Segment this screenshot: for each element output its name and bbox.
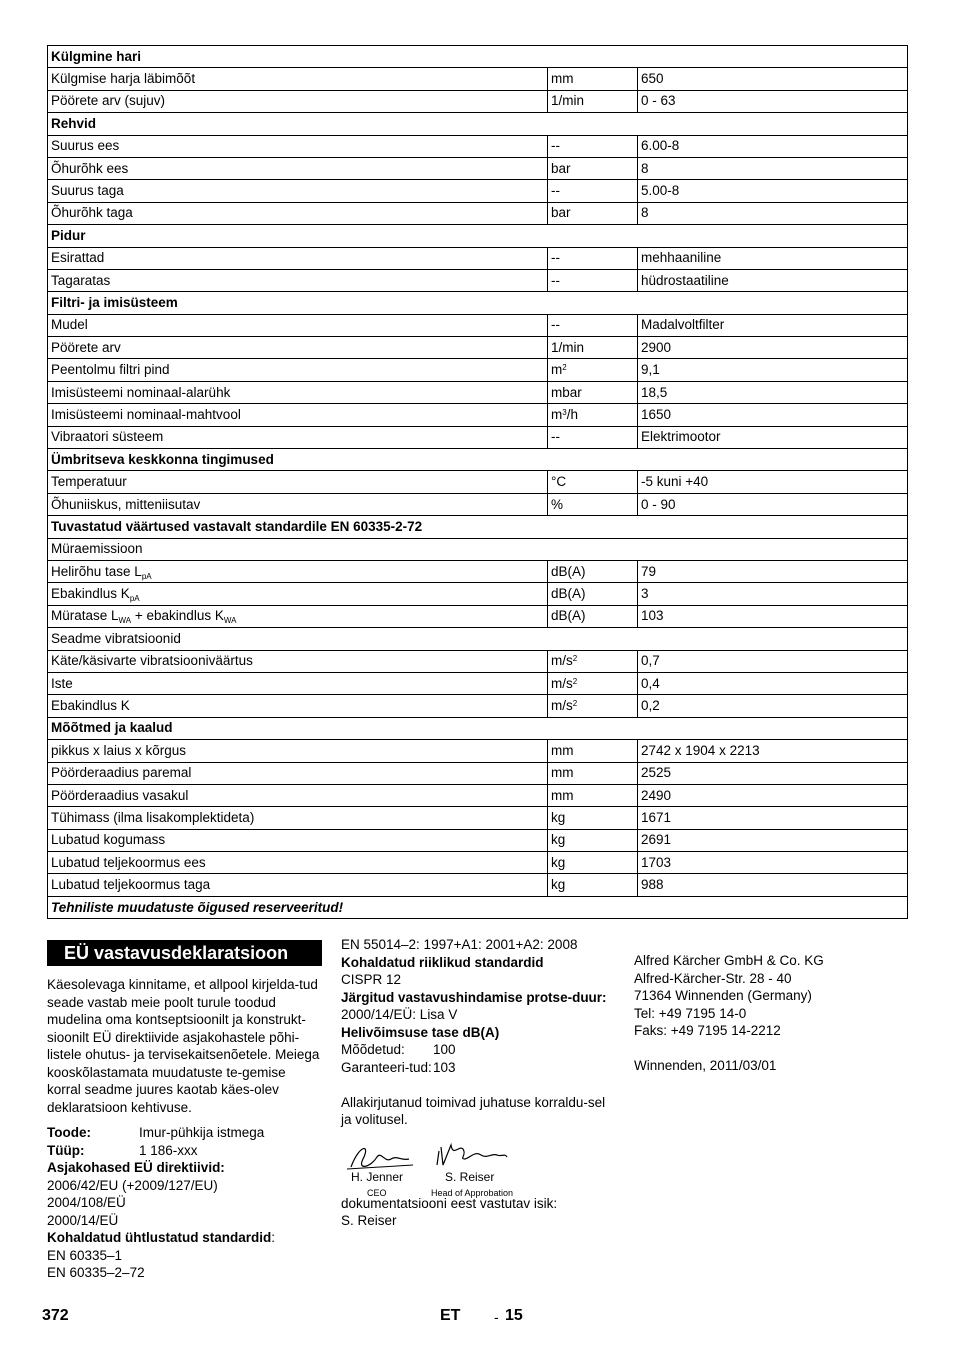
value-cell: Madalvoltfilter (638, 314, 908, 336)
measured-label: Mõõdetud: (341, 1042, 405, 1057)
parameter-label: Õhuniiskus, mitteniisutav (48, 493, 548, 515)
section-heading: Külgmine hari (48, 46, 908, 68)
data-row (48, 426, 908, 448)
unit-cell: 1/min (548, 337, 638, 359)
data-row (48, 471, 908, 493)
unit-cell: -- (548, 269, 638, 291)
section-row (48, 225, 908, 247)
section-row (48, 113, 908, 135)
harmonised-standards-heading (47, 1229, 322, 1247)
doc-responsible-label: dokumentatsiooni eest vastutav isik: (341, 1195, 558, 1211)
unit-cell: bar (548, 202, 638, 224)
unit-cell: 1/min (548, 90, 638, 112)
directive-item: 2006/42/EU (+2009/127/EU) (47, 1177, 218, 1193)
doc-responsible-name: S. Reiser (341, 1213, 397, 1228)
unit-cell: kg (548, 829, 638, 851)
signer2-title: Head of Approbation (431, 1187, 514, 1198)
parameter-label: Müratase $L_{WA}$ + ebakindlus $K_{WA}$ (48, 605, 548, 627)
data-row (48, 135, 908, 157)
value-cell: 988 (638, 874, 908, 896)
parameter-label: Esirattad (48, 247, 548, 269)
data-row (48, 538, 908, 560)
declaration-column-1 (47, 940, 322, 1282)
section-heading: Filtri- ja imisüsteem (48, 292, 908, 314)
parameter-label: Õhurõhk ees (48, 157, 548, 179)
parameter-label: Käte/käsivarte vibratsiooniväärtus (48, 650, 548, 672)
unit-cell: -- (548, 247, 638, 269)
value-cell: 2525 (638, 762, 908, 784)
procedure-value: 2000/14/EÜ: Lisa V (341, 1007, 458, 1022)
value-cell: 2742 x 1904 x 2213 (638, 740, 908, 762)
signatures (341, 1137, 611, 1217)
harmonised-standards-label: Kohaldatud ühtlustatud standardid (47, 1230, 272, 1245)
parameter-label: Temperatuur (48, 471, 548, 493)
value-cell: 0,2 (638, 695, 908, 717)
declaration-intro: Käesolevaga kinnitame, et allpool kirjelda-tud seade vastab meie poolt turule toodud mudelina oma kontseptsioonilt ja konstrukt-sioonilt EÜ direktiivide asjakohastele põhi-listele ohutus- ja tervisekaitsenõetele. Meiega kooskõlastamata muudatuste te-gemise korral seadme juures kaotab käes-olev deklaratsioon kehtivuse. (47, 977, 320, 1115)
value-cell: 650 (638, 68, 908, 90)
standard-item: EN 55014–2: 1997+A1: 2001+A2: 2008 (341, 937, 578, 952)
data-row (48, 337, 908, 359)
unit-cell: -- (548, 135, 638, 157)
value-cell: hüdrostaatiline (638, 269, 908, 291)
parameter-label: Tühimass (ilma lisakomplektideta) (48, 807, 548, 829)
national-standards-label: Kohaldatud riiklikud standardid (341, 954, 544, 970)
data-row (48, 68, 908, 90)
data-row (48, 740, 908, 762)
data-row (48, 404, 908, 426)
data-row (48, 90, 908, 112)
guaranteed-row (341, 1059, 611, 1077)
data-row (48, 874, 908, 896)
guaranteed-label: Garanteeri-tud: (341, 1059, 432, 1075)
parameter-label: Suurus ees (48, 135, 548, 157)
unit-cell: mbar (548, 381, 638, 403)
unit-cell: kg (548, 874, 638, 896)
value-cell: 2900 (638, 337, 908, 359)
declaration-title: EÜ vastavusdeklaratsioon (47, 940, 322, 966)
value-cell: 103 (638, 605, 908, 627)
declaration-column-2 (341, 936, 611, 1230)
parameter-label: Peentolmu filtri pind (48, 359, 548, 381)
measured-value: 100 (433, 1042, 456, 1057)
company-line: Alfred-Kärcher-Str. 28 - 40 (634, 970, 792, 986)
data-row (48, 762, 908, 784)
sound-power-label: Helivõimsuse tase dB(A) (341, 1024, 500, 1040)
standard-item: EN 60335–2–72 (47, 1265, 145, 1280)
footer-row (48, 896, 908, 918)
parameter-label: Õhurõhk taga (48, 202, 548, 224)
company-line: 71364 Winnenden (Germany) (634, 988, 812, 1003)
value-cell: 1671 (638, 807, 908, 829)
parameter-label: Pöörderaadius vasakul (48, 784, 548, 806)
data-row (48, 672, 908, 694)
parameter-label: Suurus taga (48, 180, 548, 202)
data-row (48, 650, 908, 672)
parameter-label: Külgmise harja läbimõõt (48, 68, 548, 90)
value-cell: -5 kuni +40 (638, 471, 908, 493)
procedure-label: Järgitud vastavushindamise protse-duur: (341, 989, 607, 1005)
unit-cell: % (548, 493, 638, 515)
unit-cell: dB(A) (548, 583, 638, 605)
company-line: Alfred Kärcher GmbH & Co. KG (634, 953, 824, 968)
page-dash: - (494, 1309, 499, 1325)
data-row (48, 829, 908, 851)
section-heading: Mõõtmed ja kaalud (48, 717, 908, 739)
unit-cell: -- (548, 180, 638, 202)
value-cell: 0,4 (638, 672, 908, 694)
signer2-name: S. Reiser (445, 1169, 495, 1184)
parameter-label: Imisüsteemi nominaal-mahtvool (48, 404, 548, 426)
parameter-label: Imisüsteemi nominaal-alarühk (48, 381, 548, 403)
data-row (48, 784, 908, 806)
standard-item: EN 60335–1 (47, 1247, 123, 1263)
measured-row (341, 1041, 611, 1059)
data-row (48, 381, 908, 403)
unit-cell: $m/s^2$ (548, 672, 638, 694)
unit-cell: $m/s^2$ (548, 650, 638, 672)
language-code: ET (440, 1307, 461, 1324)
parameter-label: Vibraatori süsteem (48, 426, 548, 448)
parameter-label: Ebakindlus K (48, 695, 548, 717)
type-label: Tüüp: (47, 1142, 85, 1158)
unit-cell: mm (548, 762, 638, 784)
value-cell: 1703 (638, 852, 908, 874)
company-line: Faks: +49 7195 14-2212 (634, 1023, 781, 1038)
parameter-label: Iste (48, 672, 548, 694)
data-row (48, 247, 908, 269)
value-cell: 5.00-8 (638, 180, 908, 202)
directives-label: Asjakohased EÜ direktiivid: (47, 1160, 225, 1175)
unit-cell: kg (548, 852, 638, 874)
signed-text: Allakirjutanud toimivad juhatuse korraldu-sel ja volitusel. (341, 1094, 606, 1127)
unit-cell: $m^3/h$ (548, 404, 638, 426)
declaration-column-3 (634, 952, 909, 1075)
data-row (48, 695, 908, 717)
product-value: Imur-pühkija istmega (139, 1125, 265, 1140)
parameter-label: Pöörete arv (sujuv) (48, 90, 548, 112)
directive-item: 2000/14/EÜ (47, 1212, 119, 1228)
parameter-label: pikkus x laius x kõrgus (48, 740, 548, 762)
unit-cell: °C (548, 471, 638, 493)
parameter-label: Lubatud teljekoormus ees (48, 852, 548, 874)
data-row (48, 314, 908, 336)
section-row (48, 46, 908, 68)
company-line: Tel: +49 7195 14-0 (634, 1005, 747, 1021)
data-row (48, 180, 908, 202)
value-cell: mehhaaniline (638, 247, 908, 269)
place-date: Winnenden, 2011/03/01 (634, 1058, 777, 1073)
signer1-title: CEO (367, 1187, 387, 1198)
type-value: 1 186-xxx (139, 1142, 198, 1158)
section-heading: Ümbritseva keskkonna tingimused (48, 449, 908, 471)
value-cell: 79 (638, 560, 908, 582)
subsection-label: Seadme vibratsioonid (48, 628, 908, 650)
parameter-label: Lubatud teljekoormus taga (48, 874, 548, 896)
data-row (48, 605, 908, 627)
table-footnote: Tehniliste muudatuste õigused reserveeritud! (48, 896, 908, 918)
national-standards-value: CISPR 12 (341, 972, 402, 987)
unit-cell: bar (548, 157, 638, 179)
section-row (48, 292, 908, 314)
parameter-label: Pöörderaadius paremal (48, 762, 548, 784)
data-row (48, 852, 908, 874)
page-number: 372 (42, 1307, 69, 1324)
data-row (48, 583, 908, 605)
harmonised-standards-colon: : (271, 1230, 276, 1245)
data-row (48, 359, 908, 381)
unit-cell: mm (548, 68, 638, 90)
value-cell: 8 (638, 157, 908, 179)
value-cell: 8 (638, 202, 908, 224)
section-heading: Pidur (48, 225, 908, 247)
section-row (48, 449, 908, 471)
section-row (48, 717, 908, 739)
guaranteed-value: 103 (433, 1059, 456, 1075)
parameter-label: Tagaratas (48, 269, 548, 291)
data-row (48, 807, 908, 829)
unit-cell: $m/s^2$ (548, 695, 638, 717)
value-cell: 0 - 90 (638, 493, 908, 515)
value-cell: 3 (638, 583, 908, 605)
unit-cell: -- (548, 314, 638, 336)
unit-cell: dB(A) (548, 605, 638, 627)
parameter-label: Helirõhu tase $L_{pA}$ (48, 560, 548, 582)
data-row (48, 628, 908, 650)
value-cell: 2691 (638, 829, 908, 851)
unit-cell: kg (548, 807, 638, 829)
type-row (47, 1142, 322, 1160)
unit-cell: mm (548, 740, 638, 762)
unit-cell: -- (548, 426, 638, 448)
parameter-label: Pöörete arv (48, 337, 548, 359)
value-cell: 6.00-8 (638, 135, 908, 157)
technical-data-table (47, 45, 908, 919)
directive-item: 2004/108/EÜ (47, 1195, 126, 1210)
section-row (48, 516, 908, 538)
value-cell: 0,7 (638, 650, 908, 672)
signer1-name: H. Jenner (351, 1169, 404, 1184)
product-label: Toode: (47, 1125, 91, 1140)
value-cell: 18,5 (638, 381, 908, 403)
value-cell: 1650 (638, 404, 908, 426)
data-row (48, 269, 908, 291)
value-cell: 9,1 (638, 359, 908, 381)
unit-cell: dB(A) (548, 560, 638, 582)
value-cell: 0 - 63 (638, 90, 908, 112)
parameter-label: Ebakindlus $K_{pA}$ (48, 583, 548, 605)
section-heading: Tuvastatud väärtused vastavalt standardile EN 60335-2-72 (48, 516, 908, 538)
product-row (47, 1124, 322, 1142)
unit-cell: $m^2$ (548, 359, 638, 381)
section-heading: Rehvid (48, 113, 908, 135)
subsection-label: Müraemissioon (48, 538, 908, 560)
unit-cell: mm (548, 784, 638, 806)
data-row (48, 157, 908, 179)
data-row (48, 493, 908, 515)
parameter-label: Lubatud kogumass (48, 829, 548, 851)
data-row (48, 560, 908, 582)
value-cell: Elektrimootor (638, 426, 908, 448)
value-cell: 2490 (638, 784, 908, 806)
data-row (48, 202, 908, 224)
parameter-label: Mudel (48, 314, 548, 336)
section-page-number: 15 (505, 1307, 523, 1324)
